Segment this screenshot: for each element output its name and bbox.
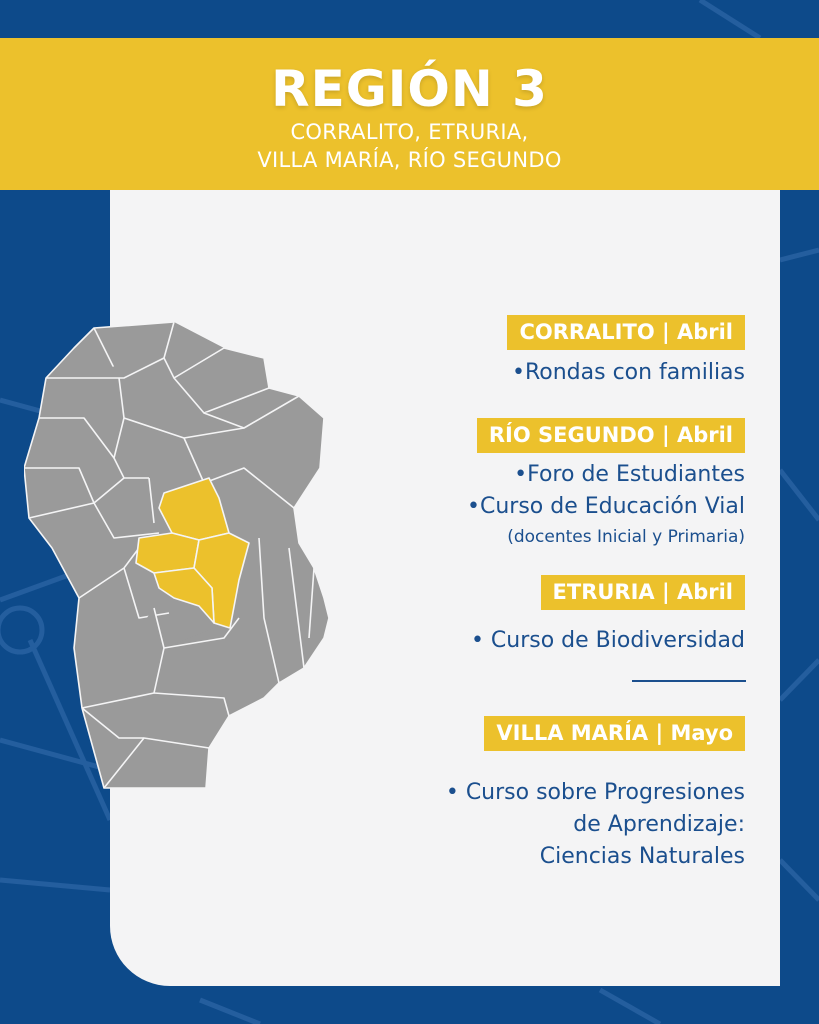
- tag-corralito: CORRALITO | Abril: [507, 315, 745, 350]
- item-ciencias-naturales: Ciencias Naturales: [539, 844, 745, 869]
- map-region-corralito: [136, 533, 199, 573]
- region-title: REGIÓN 3: [271, 60, 548, 118]
- section-divider: [632, 680, 746, 682]
- province-map: [24, 318, 330, 790]
- item-curso-progresiones: • Curso sobre Progresiones: [445, 780, 745, 805]
- region-subtitle-line1: CORRALITO, ETRURIA,: [290, 120, 529, 144]
- item-curso-educacion-vial: •Curso de Educación Vial: [467, 494, 745, 519]
- item-curso-biodiversidad: • Curso de Biodiversidad: [470, 628, 745, 653]
- item-aprendizaje: de Aprendizaje:: [573, 812, 745, 837]
- tag-rio-segundo: RÍO SEGUNDO | Abril: [477, 418, 745, 453]
- item-rondas-familias: •Rondas con familias: [511, 360, 745, 385]
- tag-villa-maria: VILLA MARÍA | Mayo: [484, 716, 745, 751]
- region-subtitle-line2: VILLA MARÍA, RÍO SEGUNDO: [257, 148, 562, 172]
- tag-etruria: ETRURIA | Abril: [541, 575, 745, 610]
- item-docentes-note: (docentes Inicial y Primaria): [507, 527, 745, 547]
- header-banner: [0, 38, 819, 190]
- item-foro-estudiantes: •Foro de Estudiantes: [514, 462, 745, 487]
